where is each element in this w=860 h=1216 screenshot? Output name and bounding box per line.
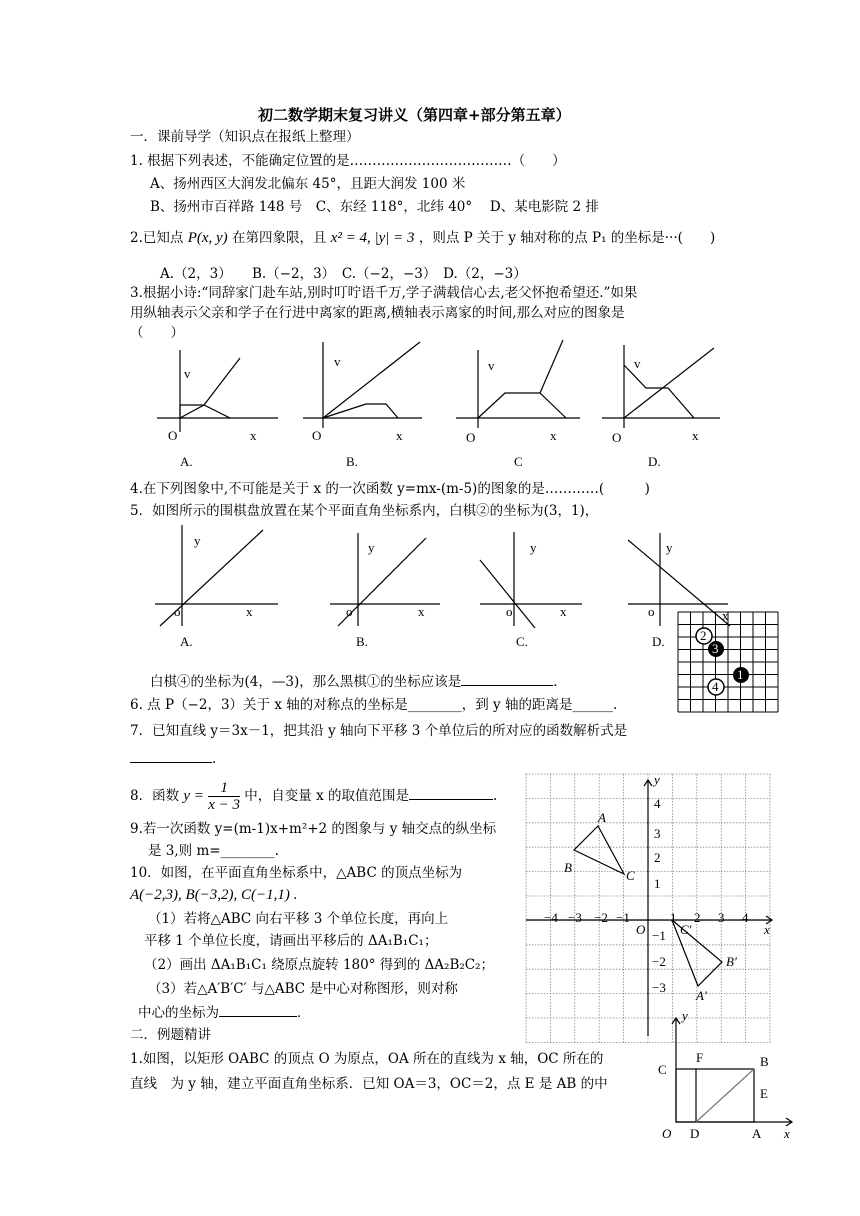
q8-denominator: x − 3: [208, 797, 240, 813]
q4-stem: 4.在下列图象中,不可能是关于 x 的一次函数 y=mx-(m-5)的图象的是…………( ): [130, 481, 650, 497]
q3b-origin: O: [312, 428, 322, 443]
q1-options-bcd: B、扬州市百祥路 148 号 C、东经 118°，北纬 40° D、某电影院 2 排: [150, 199, 599, 215]
q5a-x-label: x: [246, 604, 253, 619]
ex1-db-line: [696, 1069, 754, 1122]
ex1-y-label: y: [682, 1008, 688, 1023]
q3a-y-label: v: [184, 366, 191, 381]
ex1-label-b: B: [760, 1054, 769, 1069]
q1-option-a: A、扬州西区大润发北偏东 45°，且距大润发 100 米: [150, 176, 466, 192]
q9-line2: 是 3,则 m=________.: [148, 843, 279, 859]
q3d-origin: O: [612, 430, 622, 445]
q8-numerator: 1: [208, 780, 240, 797]
section-heading-2: 二．例题精讲: [130, 1027, 211, 1043]
rect-oabc: [676, 1069, 754, 1122]
q3b-x-label: x: [396, 428, 403, 443]
ex1-label-c: C: [658, 1062, 667, 1077]
q10-line6: （3）若△A′B′C′ 与△ABC 是中心对称图形，则对称: [148, 981, 458, 997]
q3d-y-label: v: [634, 356, 641, 371]
q10-xtick-neg4: −4: [544, 910, 558, 925]
q5d-y-label: y: [666, 540, 673, 555]
ex1-label-d: D: [690, 1126, 700, 1141]
q5a-origin: o: [174, 604, 181, 619]
white-stone-2-label: 2: [700, 628, 707, 643]
q10-xtick-4: 4: [742, 910, 749, 925]
q7-end: .: [212, 751, 217, 767]
q3-line1: 3.根据小诗:“同辞家门赴车站,别时叮咛语千万,学子满载信心去,老父怀抱希望还.”如果: [130, 285, 638, 301]
q5-line2: [150, 671, 567, 691]
q3c-curve-2: [540, 340, 563, 393]
q8-end: .: [493, 788, 498, 804]
q10-xtick-neg1: −1: [616, 910, 630, 925]
q9-line1: 9.若一次函数 y=(m-1)x+m²+2 的图象与 y 轴交点的纵坐标: [130, 821, 497, 837]
ex1-line2: 直线 为 y 轴，建立平面直角坐标系．已知 OA＝3，OC＝2，点 E 是 AB 的中: [130, 1076, 608, 1092]
page-title: 初二数学期末复习讲义（第四章+部分第五章）: [258, 106, 571, 124]
q10-xtick-neg2: −2: [594, 910, 608, 925]
q3c-x-label: x: [550, 428, 557, 443]
q3d-option-label: D.: [648, 454, 661, 469]
q10-line2: A(−2,3), B(−3,2), C(−1,1) .: [130, 887, 298, 903]
q7-line1: 7．已知直线 y＝3x－1，把其沿 y 轴向下平移 3 个单位后的所对应的函数解析式是: [130, 723, 628, 739]
q10-end: ．: [297, 1005, 311, 1021]
q10-ytick-neg2: −2: [652, 954, 666, 969]
q10-xtick-neg3: −3: [568, 910, 582, 925]
q5b-origin: o: [346, 604, 353, 619]
q8-answer-blank[interactable]: [409, 785, 493, 800]
q10-y-label: y: [654, 772, 660, 787]
q10-line1: 10．如图，在平面直角坐标系中，△ABC 的顶点坐标为: [130, 865, 463, 881]
white-stone-4-label: 4: [712, 679, 719, 694]
q5c-y-label: y: [530, 540, 537, 555]
q5-line2-text: 白棋④的坐标为(4，—3)，那么黑棋①的坐标应该是: [150, 674, 462, 690]
q10-label-a: A: [598, 810, 606, 825]
q10-ytick-4: 4: [654, 796, 661, 811]
q5c-origin: o: [506, 604, 513, 619]
q5d-x-label: x: [722, 608, 729, 623]
ex1-label-o: O: [662, 1126, 672, 1141]
q10-ytick-1: 1: [654, 876, 661, 891]
q10-ytick-3: 3: [654, 826, 661, 841]
q10-label-c: C: [626, 868, 635, 883]
q5b-x-label: x: [418, 604, 425, 619]
q5d-option-label: D.: [652, 634, 665, 649]
q3a-x-label: x: [250, 428, 257, 443]
q10-line3: （1）若将△ABC 向右平移 3 个单位长度，再向上: [148, 911, 449, 927]
q10-xtick-2: 2: [694, 910, 701, 925]
q5b-y-label: y: [368, 540, 375, 555]
ex1-label-a: A: [752, 1126, 762, 1141]
q3c-curve: [478, 393, 566, 418]
q10-label-b: B: [564, 860, 572, 875]
q2-mid: 在第四象限，且: [231, 230, 327, 246]
q10-origin: O: [636, 922, 646, 937]
q2-condition: x² = 4, |y| = 3: [330, 230, 415, 246]
q7-answer-blank[interactable]: [130, 748, 212, 763]
q3a-origin: O: [168, 428, 178, 443]
q6-text: 6. 点 P（−2，3）关于 x 轴的对称点的坐标是________，到 y 轴的距离是______.: [130, 697, 618, 713]
q10-xtick-1: 1: [670, 910, 677, 925]
q10-xtick-3: 3: [718, 910, 725, 925]
q5d-origin: o: [648, 604, 655, 619]
q8-fraction: [208, 780, 240, 813]
q3b-y-label: v: [334, 354, 341, 369]
q3a-option-label: A.: [180, 454, 193, 469]
q5-answer-blank[interactable]: [461, 671, 553, 686]
q5-line1: 5．如图所示的围棋盘放置在某个平面直角坐标系内，白棋②的坐标为(3，1)，: [130, 503, 599, 519]
q10-line5: （2）画出 ΔA₁B₁C₁ 绕原点旋转 180° 得到的 ΔA₂B₂C₂；: [144, 957, 495, 973]
black-stone-3-label: 3: [712, 641, 719, 656]
q8-suffix: 中，自变量 x 的取值范围是: [244, 788, 409, 804]
q10-label-bp: B′: [726, 954, 737, 969]
q10-line4: 平移 1 个单位长度，请画出平移后的 ΔA₁B₁C₁；: [144, 933, 438, 949]
q3-line2: 用纵轴表示父亲和学子在行进中离家的距离,横轴表示离家的时间,那么对应的图象是: [130, 305, 625, 321]
q8-text: [130, 780, 497, 813]
ex1-line1: 1.如图，以矩形 OABC 的顶点 O 为原点，OA 所在的直线为 x 轴，OC 所在的: [130, 1051, 604, 1067]
q10-line7: [138, 1002, 311, 1022]
q5c-option-label: C.: [516, 634, 528, 649]
q5d-line: [628, 540, 730, 626]
q2-prefix: 2.已知点: [130, 230, 184, 246]
ex1-label-f: F: [696, 1050, 704, 1065]
q10-label-ap: A′: [696, 988, 707, 1003]
q5c-x-label: x: [560, 604, 567, 619]
q3c-origin: O: [466, 430, 476, 445]
q3a-curve-1: [180, 405, 230, 418]
ex1-label-e: E: [760, 1086, 768, 1101]
black-stone-1-label: 1: [737, 667, 744, 682]
q5-end: ．: [553, 674, 567, 690]
q10-line7-text: 中心的坐标为: [138, 1005, 219, 1021]
go-board: [678, 612, 778, 712]
q10-ytick-neg3: −3: [652, 980, 666, 995]
q5b-option-label: B.: [356, 634, 368, 649]
q10-answer-blank[interactable]: [219, 1002, 297, 1017]
section-heading-1: 一．课前导学（知识点在报纸上整理）: [130, 129, 360, 145]
q10-label-cp: C′: [680, 922, 692, 937]
q10-ytick-neg1: −1: [652, 928, 666, 943]
ex1-x-label: x: [784, 1126, 790, 1141]
q10-x-label: x: [764, 922, 770, 937]
q8-prefix: 8．函数: [130, 788, 180, 804]
q2-suffix: ，则点 P 关于 y 轴对称的点 P₁ 的坐标是···( ): [418, 230, 716, 246]
q10-ytick-2: 2: [654, 850, 661, 865]
q1-stem: 1. 根据下列表述，不能确定位置的是………………………………（ ）: [130, 153, 566, 169]
q3b-option-label: B.: [346, 454, 358, 469]
q7-line2: [130, 748, 216, 768]
q5a-y-label: y: [194, 533, 201, 548]
q3d-x-label: x: [692, 428, 699, 443]
q3c-y-label: v: [488, 358, 495, 373]
q2-options: A.（2，3） B.（−2，3） C.（−2，−3） D.（2，−3）: [160, 266, 527, 282]
q3b-curve-2: [323, 404, 398, 418]
q2-point: P(x, y): [187, 230, 228, 246]
q5a-option-label: A.: [180, 634, 193, 649]
q3-line3: （ ）: [130, 325, 184, 341]
q8-func-lhs: y =: [183, 788, 204, 804]
q3c-option-label: C: [514, 454, 523, 469]
